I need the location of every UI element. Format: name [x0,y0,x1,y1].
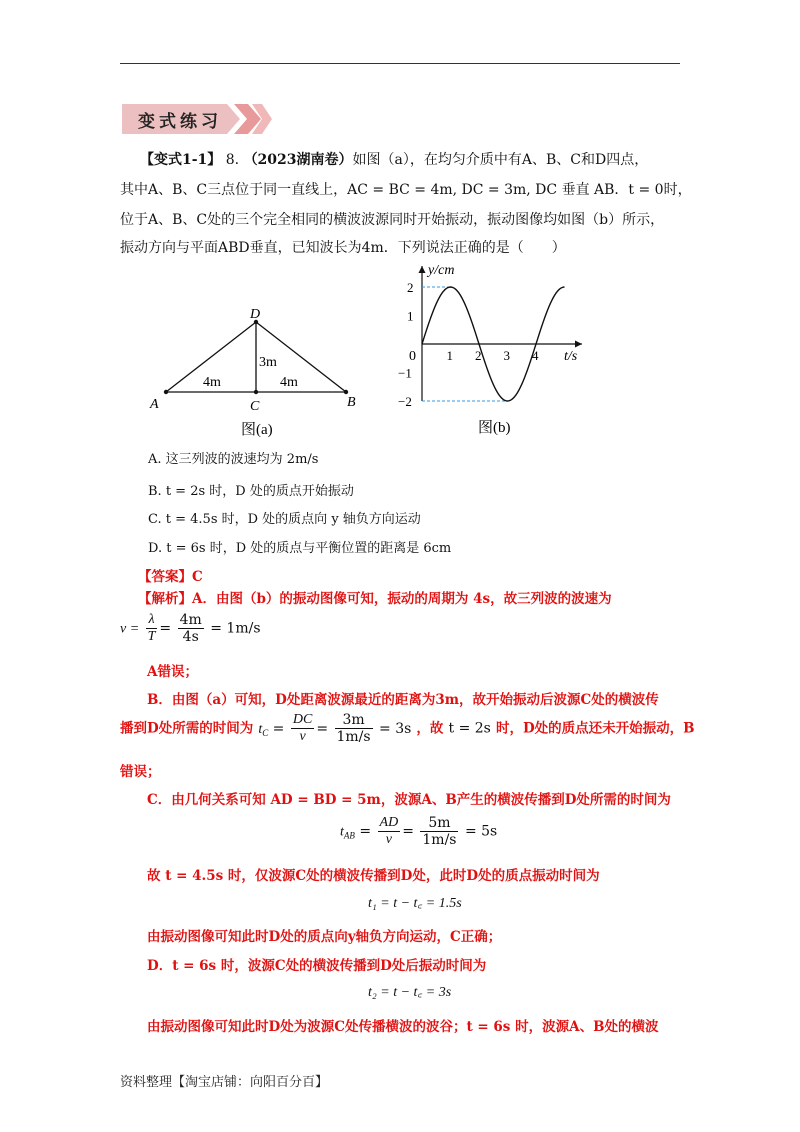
option-A-letter: A. [148,452,162,467]
option-B-text: t = 2s 时，D 处的质点开始振动 [165,484,354,499]
x-tick-label-2: 2 [475,348,482,363]
analysis-c-t1: t₁ = t − t꜀ = 1.5s [368,896,462,911]
analysis-c-line-3: 由振动图像可知此时D处的质点向y轴负方向运动，C正确； [147,929,502,945]
x-tick-label-1: 1 [446,348,453,363]
option-B-letter: B. [148,484,162,499]
x-tick-label-4: 4 [532,348,539,363]
analysis-c-line-1: C．由几何关系可知 AD = BD = 5m，波源A、B产生的横波传播到D处所需的时间为 [147,792,671,808]
label-D: D [250,307,261,322]
footer-text: 资料整理【淘宝店铺：向阳百分百】 [120,1075,329,1090]
figure-a-triangle [140,300,380,445]
analysis-c-line-2: 故 t = 4.5s 时，仅波源C处的横波传播到D处，此时D处的质点振动时间为 [147,868,600,884]
analysis-b-line-2: 播到D处所需的时间为 $t_C$ = $\frac{DC}{v}$ = $\frac{3m}{1m/s}$ = 3s ，故 t = 2s 时，D处的质点还未开始振动，B [120,712,695,745]
dim-height: 3m [259,355,277,370]
analysis-a-wrong: A错误； [147,664,198,680]
analysis-a-formula: v = $\frac{\lambda}{T}$ = $\frac{4m}{4s}$ = 1m/s [120,612,261,645]
top-rule [120,63,680,64]
option-D-text: t = 6s 时，D 处的质点与平衡位置的距离是 6cm [166,541,452,556]
question-line-4: 振动方向与平面ABD垂直，已知波长为4m．下列说法正确的是（ ） [120,240,566,256]
analysis-d-t2: t₂ = t − t꜀ = 3s [368,985,452,1000]
question-line-1 [140,150,648,170]
y-tick-label--1: −1 [398,365,412,381]
option-D-letter: D. [148,541,163,556]
question-line-2: 其中A、B、C三点位于同一直线上，AC = BC = 4m, DC = 3m, DC 垂直 AB．t = 0时， [120,182,692,198]
origin-label: 0 [409,349,416,364]
analysis-d-line-1: D．t = 6s 时，波源C处的横波传播到D处后振动时间为 [147,958,487,974]
y-tick-label-2: 2 [407,280,414,295]
option-A[interactable] [148,448,318,467]
figure-a-caption: 图(a) [241,422,273,438]
analysis-b-line-1: B．由图（a）可知，D处距离波源最近的距离为3m，故开始振动后波源C处的横波传 [147,692,659,708]
x-axis-label: t/s [564,349,578,364]
y-tick-label--2: −2 [398,394,412,409]
analysis-c-formula: $t_{AB}$ = $\frac{AD}{v}$ = $\frac{5m}{1m/s}$ = 5s [340,815,498,848]
y-tick-label-1: 1 [407,308,414,324]
label-B: B [347,395,356,410]
dim-left: 4m [203,375,221,390]
y-axis-label: y/cm [428,263,455,278]
analysis-a-line: 【解析】A．由图（b）的振动图像可知，振动的周期为 4s，故三列波的波速为 [138,591,612,607]
question-line-1-rest: 如图（a），在均匀介质中有A、B、C和D四点， [352,152,649,168]
x-tick-label-3: 3 [503,348,510,363]
option-B[interactable] [148,480,354,499]
formula-v: v = [120,621,140,637]
label-C: C [250,399,260,414]
option-C-text: t = 4.5s 时，D 处的质点向 y 轴负方向运动 [165,512,421,527]
figure-b-caption: 图(b) [478,420,511,436]
analysis-b-wrong: 错误； [120,764,161,780]
dim-right: 4m [280,375,298,390]
option-A-text: 这三列波的波速均为 2m/s [165,452,319,467]
question-tag: 【变式1-1】 [140,152,222,168]
section-banner-title: 变式练习 [138,112,222,132]
question-number: 8. [225,152,240,168]
analysis-d-line-2: 由振动图像可知此时D处为波源C处传播横波的波谷；t = 6s 时，波源A、B处的横波 [147,1019,659,1035]
option-C-letter: C. [148,512,162,527]
answer: 【答案】C [138,569,203,585]
figure-b-chart [390,258,610,443]
option-D[interactable] [148,537,451,556]
question-line-3: 位于A、B、C处的三个完全相同的横波波源同时开始振动，振动图像均如图（b）所示， [120,212,665,228]
label-A: A [150,397,159,412]
option-C[interactable] [148,508,421,527]
question-source: （2023湖南卷） [243,152,353,168]
